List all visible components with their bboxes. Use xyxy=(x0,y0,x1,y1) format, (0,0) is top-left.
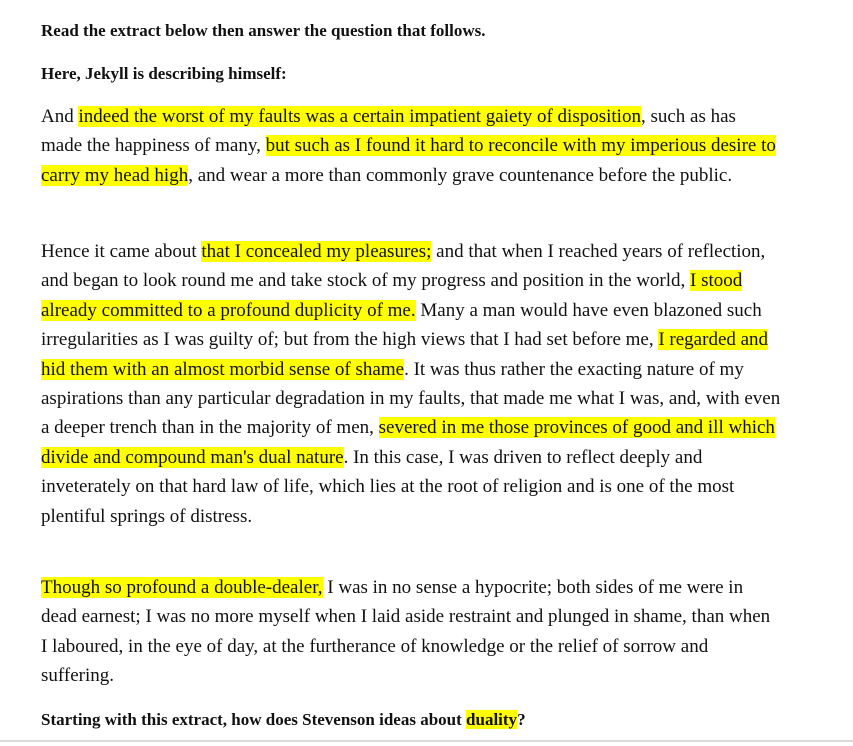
context-text: Here, Jekyll is describing himself: xyxy=(41,64,287,83)
question-text: Starting with this extract, how does Stevenson ideas about xyxy=(41,710,467,729)
page-bottom-divider xyxy=(0,740,853,742)
extract-paragraph-3 xyxy=(41,573,781,691)
extract-highlighted-phrase: that I concealed my pleasures; xyxy=(201,241,432,262)
extract-paragraph-2 xyxy=(41,237,781,531)
question-highlighted-phrase: duality xyxy=(466,710,518,729)
extract-highlighted-phrase: Though so profound a double-dealer, xyxy=(41,577,323,598)
extract-highlighted-phrase: indeed the worst of my faults was a certain impatient gaiety of disposition xyxy=(78,106,641,127)
extract-text: , and wear a more than commonly grave countenance before the public. xyxy=(188,164,733,186)
extract-text: . In this case, I was driven to reflect deeply and inveterately on that hard law of life, which lies at the root of religion and is one of the most plentiful springs of distress. xyxy=(41,446,735,527)
extract-text: I was in no sense a hypocrite; both sides of me were in dead earnest; I was no more myself when I laid aside restraint and plunged in shame, than when I laboured, in the eye of day, at the furtherance of knowledge or the relief of sorrow and suffering. xyxy=(41,577,771,687)
extract-highlighted-phrase: severed in me those provinces of good and ill which divide and compound man's dual nature xyxy=(41,417,775,468)
question-text xyxy=(41,709,526,731)
extract-text: And xyxy=(41,106,79,127)
question-text: ? xyxy=(517,710,526,729)
extract-text: Many a man would have even blazoned such irregularities as I was guilty of; but from the high views that I had set before me, xyxy=(41,299,762,351)
extract-highlighted-phrase: but such as I found it hard to reconcile with my imperious desire to carry my head high xyxy=(41,135,776,186)
extract-text: . It was thus rather the exacting nature of my aspirations than any particular degradation in my faults, that made me what I was, and, with even a deeper trench than in the majority of men, xyxy=(41,358,781,439)
extract-text: , such as has made the happiness of many, xyxy=(41,106,736,157)
extract-text: Hence it came about xyxy=(41,241,202,262)
extract-highlighted-phrase: I regarded and hid them with an almost morbid sense of shame xyxy=(41,329,769,380)
extract-text: and that when I reached years of reflection, and began to look round me and take stock of my progress and position in the world, xyxy=(41,241,766,292)
instruction-text: Read the extract below then answer the question that follows. xyxy=(41,21,486,40)
extract-paragraph-1 xyxy=(41,102,781,190)
extract-highlighted-phrase: I stood already committed to a profound duplicity of me. xyxy=(41,270,743,321)
